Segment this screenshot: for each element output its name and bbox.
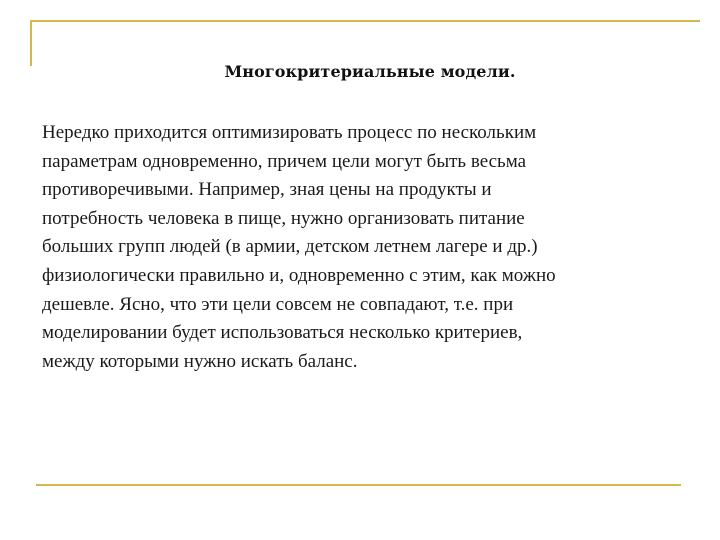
body-paragraph: Нередко приходится оптимизировать процесс по нескольким параметрам одновременно, причем цели могут быть весьма противоречивыми. Например, зная цены на продукты и потребность человека в пище, нужно организовать питание больших групп людей (в армии, детском летнем лагере и др.) физиологически правильно и, одновременно с этим, как можно дешевле. Ясно, что эти цели совсем не совпадают, т.е. при моделировании будет использоваться несколько критериев, между которыми нужно искать баланс. [42, 122, 556, 372]
bottom-rule-line [36, 484, 681, 486]
slide-title: Многокритериальные модели. [224, 62, 516, 81]
left-rule-line [30, 20, 32, 66]
top-rule-line [30, 20, 700, 22]
